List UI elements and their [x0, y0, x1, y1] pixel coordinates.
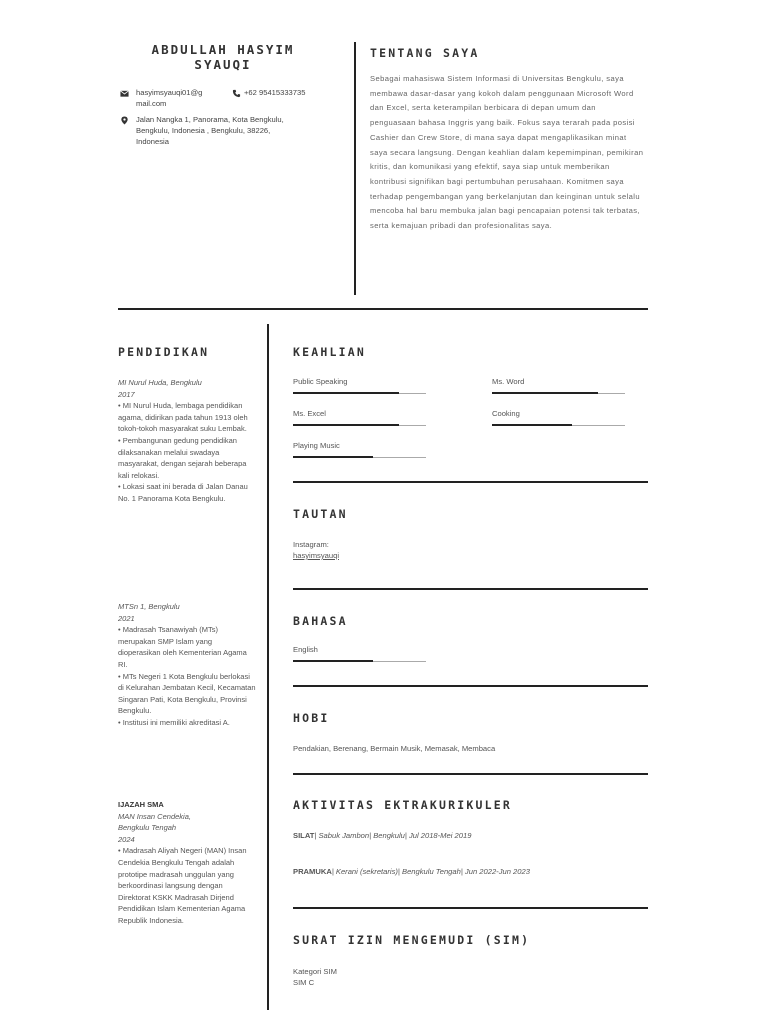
skill-public-speaking: Public Speaking	[293, 377, 426, 394]
skill-bar	[293, 393, 426, 394]
section-divider	[293, 907, 648, 909]
hobbies-heading: HOBI	[293, 711, 330, 725]
skill-bar	[492, 425, 625, 426]
header-divider	[354, 42, 356, 295]
skills-heading: KEAHLIAN	[293, 345, 366, 359]
language-english: English	[293, 645, 426, 662]
column-divider	[267, 324, 269, 1010]
activities-heading: AKTIVITAS EKTRAKURIKULER	[293, 798, 512, 812]
skill-bar	[492, 393, 625, 394]
languages-heading: BAHASA	[293, 614, 348, 628]
instagram-link-block: Instagram: hasyimsyauqi	[293, 540, 340, 560]
section-divider	[293, 588, 648, 590]
hobbies-text: Pendakian, Berenang, Bermain Musik, Memasak, Membaca	[293, 744, 496, 753]
skill-ms-excel: Ms. Excel	[293, 409, 426, 426]
about-heading: TENTANG SAYA	[370, 46, 480, 60]
phone-icon	[232, 89, 241, 98]
skill-bar-fill	[492, 392, 598, 394]
skill-bar-fill	[293, 424, 399, 426]
skill-playing-music: Playing Music	[293, 441, 426, 458]
license-block: Kategori SIM SIM C	[293, 967, 337, 987]
language-bar	[293, 661, 426, 662]
phone-contact: +62 95415333735	[232, 87, 305, 98]
license-heading: SURAT IZIN MENGEMUDI (SIM)	[293, 933, 531, 947]
candidate-name: ABDULLAH HASYIM SYAUQI	[151, 42, 295, 72]
section-divider	[293, 773, 648, 775]
envelope-icon	[120, 89, 129, 98]
address-contact: Jalan Nangka 1, Panorama, Kota Bengkulu, Bengkulu, Indonesia , Bengkulu, 38226, Indonesia	[120, 114, 284, 147]
skill-bar-fill	[293, 456, 373, 458]
about-text: Sebagai mahasiswa Sistem Informasi di Universitas Bengkulu, saya membawa dasar-dasar yang kokoh dalam penggunaan Microsoft Word dan Excel, serta keterampilan berbicara di depan umum dan penguasaan bahasa Inggris yang baik. Fokus saya terarah pada posisi Cashier dan Crew Store, di mana saya dapat mengaplikasikan minat saya secara langsung. Dengan keahlian dalam kepemimpinan, pemikiran kritis, dan komunikasi yang efektif, saya siap untuk memberikan kontribusi signifikan bagi pertumbuhan perusahaan. Komitmen saya terhadap pengembangan yang berkelanjutan dan keinginan untuk selalu mencoba hal baru membuka jalan bagi pencapaian potensi tak terbatas, serta kemajuan pribadi dan profesionalitas saya.	[370, 74, 644, 231]
skill-bar-fill	[293, 392, 399, 394]
education-sma: IJAZAH SMA MAN Insan Cendekia, Bengkulu Tengah 2024 • Madrasah Aliyah Negeri (MAN) Insan Cendekia Bengkulu Tengah adalah prototipe madrasah unggulan yang berkoordinasi langsung dengan Direktorat KSKK Madrasah Dirjend Pendidikan Islam Kementerian Agama Republik Indonesia.	[118, 800, 247, 925]
skill-bar	[293, 457, 426, 458]
skill-bar-fill	[492, 424, 572, 426]
education-mi: MI Nurul Huda, Bengkulu 2017 • MI Nurul Huda, lembaga pendidikan agama, didirikan pada tahun 1913 oleh tokoh-tokoh masyarakat suku Lembak. • Pembangunan gedung pendidikan dilaksanakan melalui swadaya masyarakat, dengan sejarah beberapa kali relokasi. • Lokasi saat ini berada di Jalan Danau No. 1 Panorama Kota Bengkulu.	[118, 378, 248, 503]
education-heading: PENDIDIKAN	[118, 345, 210, 359]
language-bar-fill	[293, 660, 373, 662]
section-divider	[293, 481, 648, 483]
location-pin-icon	[120, 116, 129, 125]
links-heading: TAUTAN	[293, 507, 348, 521]
activity-silat: SILAT| Sabuk Jambon| Bengkulu| Jul 2018-Mei 2019	[293, 831, 472, 840]
header-bottom-divider	[118, 308, 648, 310]
activity-pramuka: PRAMUKA| Kerani (sekretaris)| Bengkulu Tengah| Jun 2022-Jun 2023	[293, 867, 530, 876]
education-mts: MTSn 1, Bengkulu 2021 • Madrasah Tsanawiyah (MTs) merupakan SMP Islam yang dioperasikan oleh Kementerian Agama RI. • MTs Negeri 1 Kota Bengkulu berlokasi di Kelurahan Jembatan Kecil, Kecamatan Singaran Pati, Kota Bengkulu, Provinsi Bengkulu. • Institusi ini memiliki akreditasi A.	[118, 602, 256, 727]
skill-bar	[293, 425, 426, 426]
skill-ms-word: Ms. Word	[492, 377, 625, 394]
instagram-link[interactable]: hasyimsyauqi	[293, 551, 340, 560]
email-contact: hasyimsyauqi01@g mail.com	[120, 87, 202, 109]
section-divider	[293, 685, 648, 687]
skill-cooking: Cooking	[492, 409, 625, 426]
